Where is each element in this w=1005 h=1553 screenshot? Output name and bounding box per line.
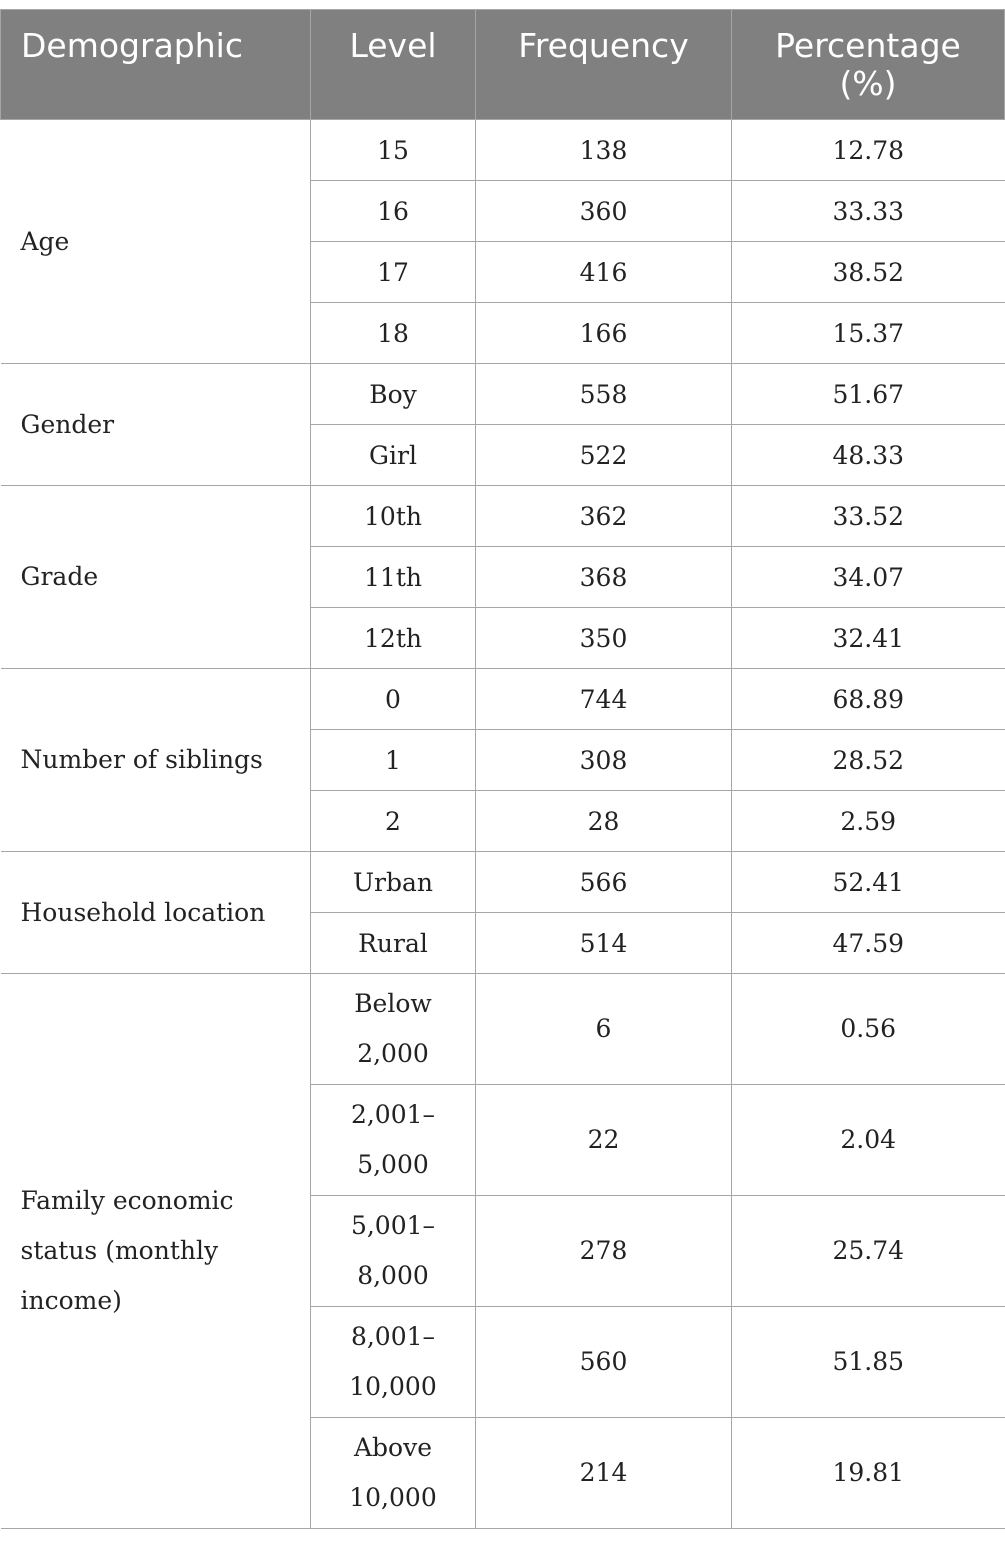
header-demographic bbox=[1, 10, 311, 120]
table-header bbox=[1, 10, 1005, 120]
header-frequency-label: Frequency bbox=[518, 26, 689, 65]
percentage-cell: 28.52 bbox=[732, 730, 1005, 791]
percentage-cell: 38.52 bbox=[732, 242, 1005, 303]
percentage-cell: 2.59 bbox=[732, 791, 1005, 852]
level-cell: 15 bbox=[311, 120, 476, 181]
header-percentage bbox=[732, 10, 1005, 120]
level-cell: 18 bbox=[311, 303, 476, 364]
level-cell: Boy bbox=[311, 364, 476, 425]
level-cell: Above 10,000 bbox=[311, 1418, 476, 1529]
level-cell: 16 bbox=[311, 181, 476, 242]
frequency-cell: 744 bbox=[476, 669, 732, 730]
demographic-cell: Grade bbox=[1, 486, 311, 669]
table-body bbox=[1, 120, 1005, 1529]
frequency-cell: 360 bbox=[476, 181, 732, 242]
frequency-cell: 214 bbox=[476, 1418, 732, 1529]
frequency-cell: 560 bbox=[476, 1307, 732, 1418]
percentage-cell: 68.89 bbox=[732, 669, 1005, 730]
demographic-cell: Gender bbox=[1, 364, 311, 486]
table-row bbox=[1, 852, 1005, 913]
level-cell: 2,001–5,000 bbox=[311, 1085, 476, 1196]
frequency-cell: 558 bbox=[476, 364, 732, 425]
frequency-cell: 368 bbox=[476, 547, 732, 608]
level-cell: Rural bbox=[311, 913, 476, 974]
percentage-cell: 0.56 bbox=[732, 974, 1005, 1085]
percentage-cell: 34.07 bbox=[732, 547, 1005, 608]
level-cell: 2 bbox=[311, 791, 476, 852]
percentage-cell: 51.67 bbox=[732, 364, 1005, 425]
frequency-cell: 416 bbox=[476, 242, 732, 303]
percentage-cell: 25.74 bbox=[732, 1196, 1005, 1307]
percentage-cell: 33.52 bbox=[732, 486, 1005, 547]
percentage-cell: 19.81 bbox=[732, 1418, 1005, 1529]
frequency-cell: 566 bbox=[476, 852, 732, 913]
demographics-table bbox=[0, 9, 1005, 1529]
frequency-cell: 138 bbox=[476, 120, 732, 181]
percentage-cell: 48.33 bbox=[732, 425, 1005, 486]
level-cell: 17 bbox=[311, 242, 476, 303]
header-frequency bbox=[476, 10, 732, 120]
header-level-label: Level bbox=[349, 26, 437, 65]
frequency-cell: 28 bbox=[476, 791, 732, 852]
header-percentage-label: Percentage (%) bbox=[775, 26, 961, 103]
demographic-cell: Family economic status (monthly income) bbox=[1, 974, 311, 1529]
table-row bbox=[1, 120, 1005, 181]
level-cell: 11th bbox=[311, 547, 476, 608]
header-demographic-label: Demographic bbox=[21, 26, 243, 65]
frequency-cell: 362 bbox=[476, 486, 732, 547]
header-row bbox=[1, 10, 1005, 120]
percentage-cell: 47.59 bbox=[732, 913, 1005, 974]
level-cell: 8,001–10,000 bbox=[311, 1307, 476, 1418]
level-cell: 5,001–8,000 bbox=[311, 1196, 476, 1307]
level-cell: 0 bbox=[311, 669, 476, 730]
percentage-cell: 33.33 bbox=[732, 181, 1005, 242]
header-level bbox=[311, 10, 476, 120]
level-cell: 10th bbox=[311, 486, 476, 547]
frequency-cell: 350 bbox=[476, 608, 732, 669]
table-row bbox=[1, 669, 1005, 730]
percentage-cell: 52.41 bbox=[732, 852, 1005, 913]
frequency-cell: 166 bbox=[476, 303, 732, 364]
frequency-cell: 278 bbox=[476, 1196, 732, 1307]
demographic-cell: Age bbox=[1, 120, 311, 364]
level-cell: Urban bbox=[311, 852, 476, 913]
demographic-cell: Household location bbox=[1, 852, 311, 974]
frequency-cell: 22 bbox=[476, 1085, 732, 1196]
percentage-cell: 12.78 bbox=[732, 120, 1005, 181]
percentage-cell: 15.37 bbox=[732, 303, 1005, 364]
level-cell: 1 bbox=[311, 730, 476, 791]
frequency-cell: 514 bbox=[476, 913, 732, 974]
table-row bbox=[1, 974, 1005, 1085]
table-row bbox=[1, 486, 1005, 547]
demographic-cell: Number of siblings bbox=[1, 669, 311, 852]
percentage-cell: 51.85 bbox=[732, 1307, 1005, 1418]
frequency-cell: 522 bbox=[476, 425, 732, 486]
level-cell: 12th bbox=[311, 608, 476, 669]
frequency-cell: 6 bbox=[476, 974, 732, 1085]
level-cell: Below 2,000 bbox=[311, 974, 476, 1085]
table-row bbox=[1, 364, 1005, 425]
percentage-cell: 2.04 bbox=[732, 1085, 1005, 1196]
percentage-cell: 32.41 bbox=[732, 608, 1005, 669]
frequency-cell: 308 bbox=[476, 730, 732, 791]
level-cell: Girl bbox=[311, 425, 476, 486]
